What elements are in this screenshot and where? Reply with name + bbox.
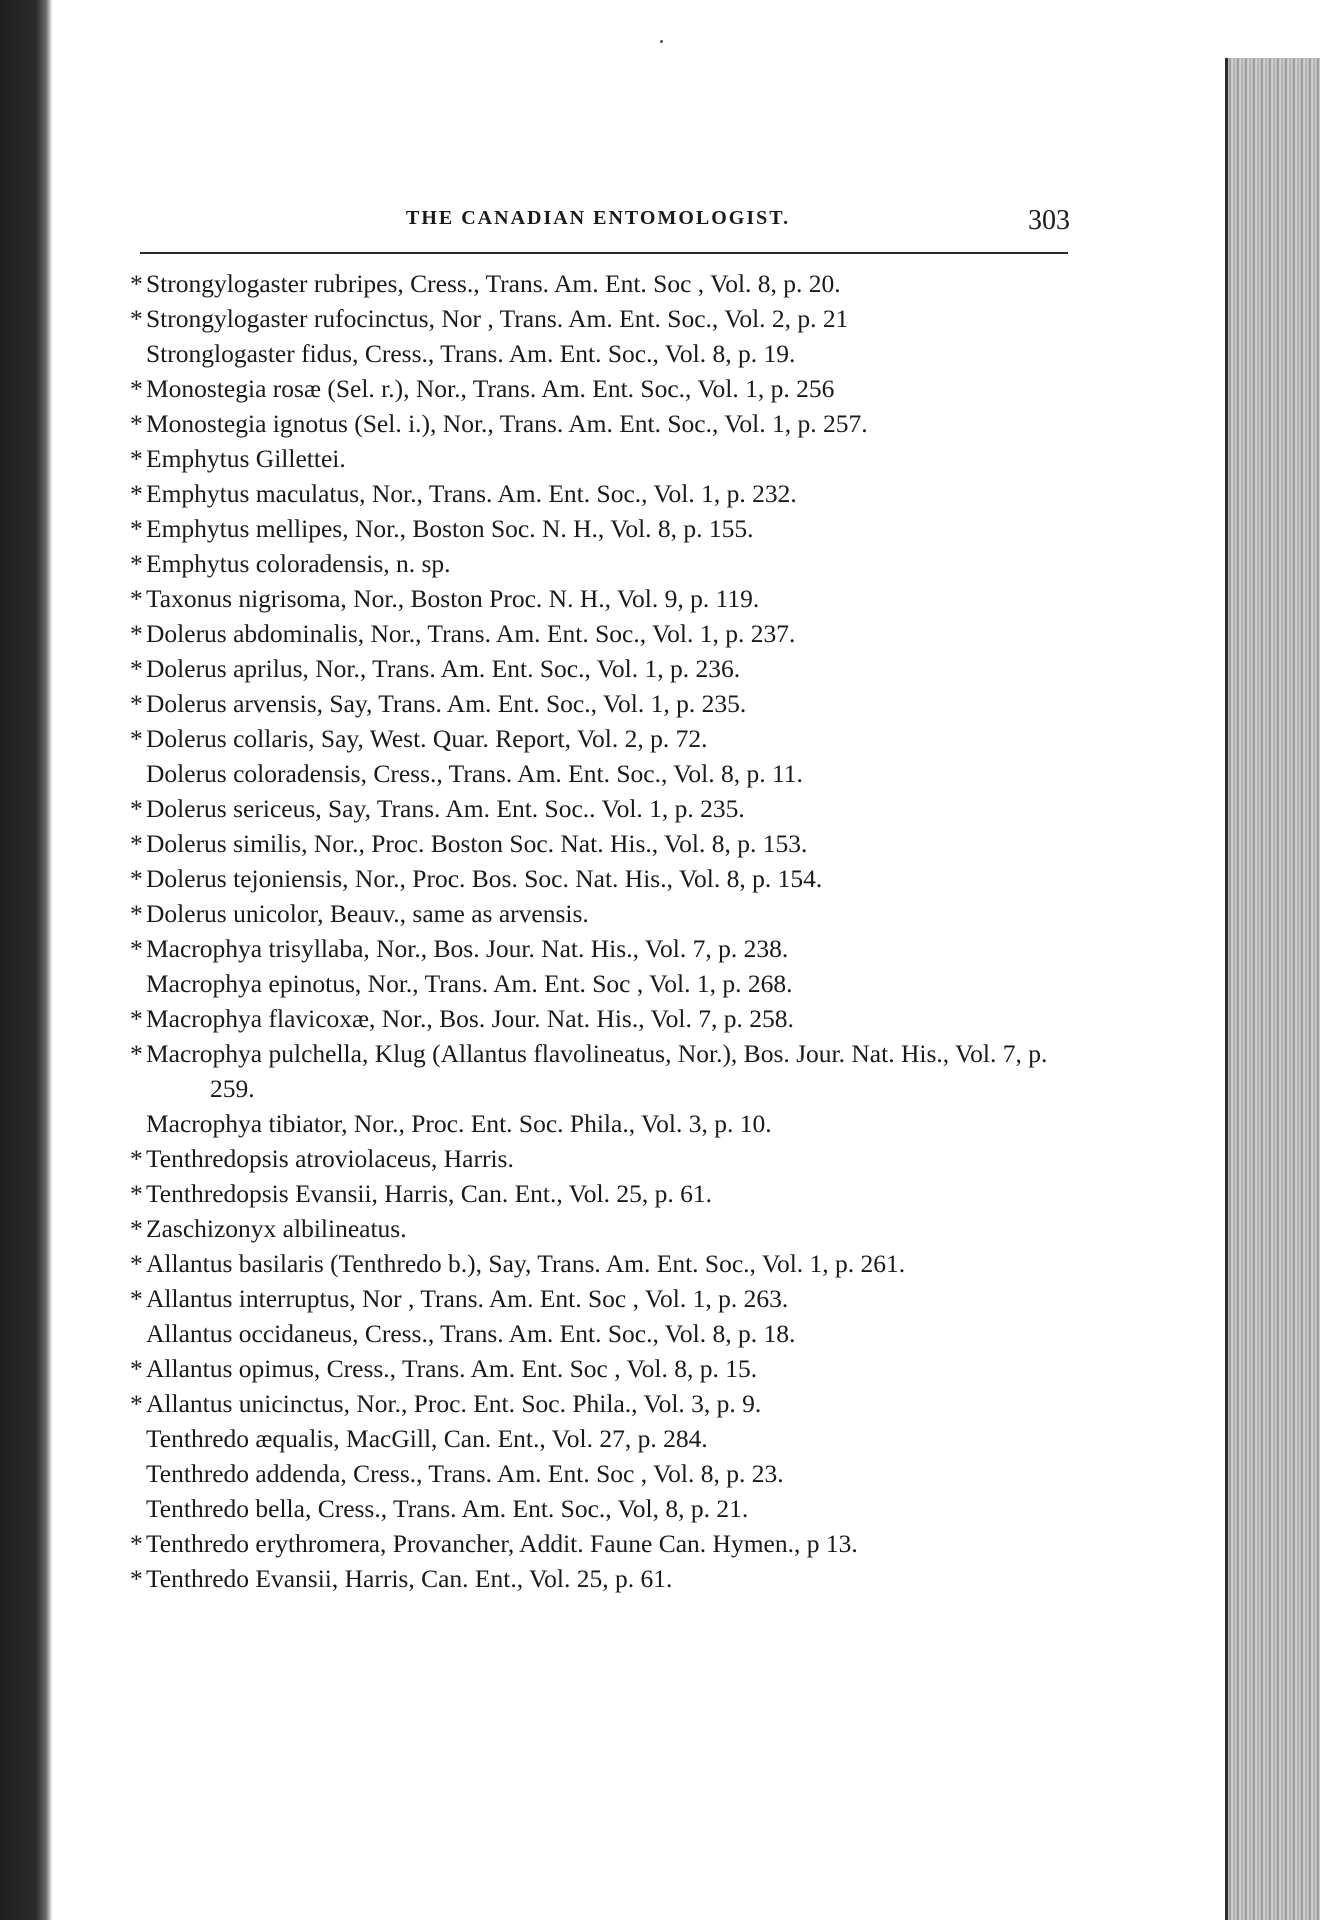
entry-text: Taxonus nigrisoma, Nor., Boston Proc. N. H., Vol. 9, p. 119. <box>146 584 760 613</box>
species-entry <box>130 476 1065 511</box>
entry-marker: * <box>130 654 143 683</box>
species-entry <box>130 581 1065 616</box>
entry-text: Dolerus coloradensis, Cress., Trans. Am. Ent. Soc., Vol. 8, p. 11. <box>146 759 803 788</box>
entry-marker: * <box>130 549 143 578</box>
species-list <box>130 266 1065 1596</box>
species-entry <box>130 1456 1065 1491</box>
running-header <box>140 205 1070 245</box>
entry-text: Macrophya pulchella, Klug (Allantus flavolineatus, Nor.), Bos. Jour. Nat. His., Vol. 7, p. 259. <box>146 1039 1048 1103</box>
species-entry <box>130 1246 1065 1281</box>
entry-text: Dolerus unicolor, Beauv., same as arvensis. <box>146 899 589 928</box>
species-entry <box>130 441 1065 476</box>
entry-marker: * <box>130 479 143 508</box>
species-entry <box>130 931 1065 966</box>
entry-marker: * <box>130 1354 143 1383</box>
entry-marker: * <box>130 1389 143 1418</box>
species-entry <box>130 1526 1065 1561</box>
entry-text: Strongylogaster rufocinctus, Nor , Trans. Am. Ent. Soc., Vol. 2, p. 21 <box>146 304 849 333</box>
entry-marker: * <box>130 864 143 893</box>
species-entry <box>130 301 1065 336</box>
entry-marker: * <box>130 1284 143 1313</box>
entry-marker: * <box>130 689 143 718</box>
entry-text: Dolerus tejoniensis, Nor., Proc. Bos. Soc. Nat. His., Vol. 8, p. 154. <box>146 864 823 893</box>
entry-text: Emphytus coloradensis, n. sp. <box>146 549 451 578</box>
species-entry <box>130 1421 1065 1456</box>
entry-text: Macrophya trisyllaba, Nor., Bos. Jour. Nat. His., Vol. 7, p. 238. <box>146 934 789 963</box>
entry-marker: * <box>130 1564 143 1593</box>
entry-marker: * <box>130 724 143 753</box>
species-entry <box>130 861 1065 896</box>
species-entry <box>130 1281 1065 1316</box>
entry-text: Tenthredo bella, Cress., Trans. Am. Ent. Soc., Vol, 8, p. 21. <box>146 1494 749 1523</box>
entry-text: Dolerus sericeus, Say, Trans. Am. Ent. Soc.. Vol. 1, p. 235. <box>146 794 745 823</box>
species-entry <box>130 966 1065 1001</box>
entry-marker: * <box>130 304 143 333</box>
species-entry <box>130 896 1065 931</box>
entry-text: Dolerus collaris, Say, West. Quar. Report, Vol. 2, p. 72. <box>146 724 708 753</box>
species-entry <box>130 406 1065 441</box>
entry-text: Tenthredopsis Evansii, Harris, Can. Ent., Vol. 25, p. 61. <box>146 1179 713 1208</box>
species-entry <box>130 266 1065 301</box>
entry-text: Emphytus Gillettei. <box>146 444 346 473</box>
entry-marker: * <box>130 829 143 858</box>
entry-marker: * <box>130 1529 143 1558</box>
entry-marker: * <box>130 1004 143 1033</box>
entry-marker: * <box>130 1214 143 1243</box>
species-entry <box>130 791 1065 826</box>
page-stack-edge <box>1225 58 1320 1920</box>
entry-text: Allantus interruptus, Nor , Trans. Am. Ent. Soc , Vol. 1, p. 263. <box>146 1284 789 1313</box>
entry-text: Dolerus arvensis, Say, Trans. Am. Ent. Soc., Vol. 1, p. 235. <box>146 689 747 718</box>
entry-marker: * <box>130 794 143 823</box>
species-entry <box>130 1211 1065 1246</box>
entry-text: Allantus unicinctus, Nor., Proc. Ent. Soc. Phila., Vol. 3, p. 9. <box>146 1389 762 1418</box>
species-entry <box>130 1141 1065 1176</box>
entry-marker: * <box>130 514 143 543</box>
entry-text: Allantus opimus, Cress., Trans. Am. Ent. Soc , Vol. 8, p. 15. <box>146 1354 758 1383</box>
entry-text: Tenthredo Evansii, Harris, Can. Ent., Vol. 25, p. 61. <box>146 1564 673 1593</box>
entry-marker: * <box>130 269 143 298</box>
entry-text: Monostegia ignotus (Sel. i.), Nor., Trans. Am. Ent. Soc., Vol. 1, p. 257. <box>146 409 868 438</box>
page-number: 303 <box>1028 205 1070 236</box>
entry-text: Allantus occidaneus, Cress., Trans. Am. Ent. Soc., Vol. 8, p. 18. <box>146 1319 796 1348</box>
entry-marker: * <box>130 444 143 473</box>
entry-text: Emphytus maculatus, Nor., Trans. Am. Ent. Soc., Vol. 1, p. 232. <box>146 479 797 508</box>
entry-text: Tenthredopsis atroviolaceus, Harris. <box>146 1144 514 1173</box>
entry-marker: * <box>130 584 143 613</box>
species-entry <box>130 651 1065 686</box>
species-entry <box>130 616 1065 651</box>
entry-text: Dolerus abdominalis, Nor., Trans. Am. Ent. Soc., Vol. 1, p. 237. <box>146 619 796 648</box>
entry-text: Strongylogaster rubripes, Cress., Trans. Am. Ent. Soc , Vol. 8, p. 20. <box>146 269 841 298</box>
entry-text: Dolerus similis, Nor., Proc. Boston Soc. Nat. His., Vol. 8, p. 153. <box>146 829 808 858</box>
entry-text: Stronglogaster fidus, Cress., Trans. Am. Ent. Soc., Vol. 8, p. 19. <box>146 339 796 368</box>
species-entry <box>130 1561 1065 1596</box>
species-entry <box>130 826 1065 861</box>
species-entry <box>130 1001 1065 1036</box>
species-entry <box>130 756 1065 791</box>
journal-title: THE CANADIAN ENTOMOLOGIST. <box>406 207 791 229</box>
entry-marker: * <box>130 934 143 963</box>
entry-text: Tenthredo erythromera, Provancher, Addit. Faune Can. Hymen., p 13. <box>146 1529 858 1558</box>
entry-text: Dolerus aprilus, Nor., Trans. Am. Ent. Soc., Vol. 1, p. 236. <box>146 654 741 683</box>
species-entry <box>130 686 1065 721</box>
entry-marker: * <box>130 374 143 403</box>
entry-text: Macrophya tibiator, Nor., Proc. Ent. Soc. Phila., Vol. 3, p. 10. <box>146 1109 772 1138</box>
entry-text: Tenthredo æqualis, MacGill, Can. Ent., Vol. 27, p. 284. <box>146 1424 708 1453</box>
species-entry <box>130 721 1065 756</box>
species-entry <box>130 1106 1065 1141</box>
entry-marker: * <box>130 1249 143 1278</box>
entry-marker: * <box>130 1039 143 1068</box>
species-entry <box>130 371 1065 406</box>
species-entry <box>130 1491 1065 1526</box>
entry-text: Monostegia rosæ (Sel. r.), Nor., Trans. Am. Ent. Soc., Vol. 1, p. 256 <box>146 374 835 403</box>
species-entry <box>130 1351 1065 1386</box>
entry-text: Allantus basilaris (Tenthredo b.), Say, Trans. Am. Ent. Soc., Vol. 1, p. 261. <box>146 1249 906 1278</box>
book-binding-edge <box>0 0 52 1920</box>
entry-marker: * <box>130 1179 143 1208</box>
species-entry <box>130 336 1065 371</box>
entry-text: Macrophya epinotus, Nor., Trans. Am. Ent. Soc , Vol. 1, p. 268. <box>146 969 793 998</box>
species-entry <box>130 546 1065 581</box>
species-entry <box>130 511 1065 546</box>
entry-text: Zaschizonyx albilineatus. <box>146 1214 407 1243</box>
species-entry <box>130 1036 1065 1106</box>
paper-speck <box>660 40 663 43</box>
page-margin-top-right <box>1228 0 1320 58</box>
species-entry <box>130 1176 1065 1211</box>
entry-marker: * <box>130 619 143 648</box>
entry-marker: * <box>130 899 143 928</box>
entry-marker: * <box>130 1144 143 1173</box>
header-rule <box>140 252 1068 254</box>
species-entry <box>130 1316 1065 1351</box>
entry-marker: * <box>130 409 143 438</box>
entry-text: Tenthredo addenda, Cress., Trans. Am. Ent. Soc , Vol. 8, p. 23. <box>146 1459 784 1488</box>
entry-text: Emphytus mellipes, Nor., Boston Soc. N. H., Vol. 8, p. 155. <box>146 514 754 543</box>
species-entry <box>130 1386 1065 1421</box>
entry-text: Macrophya flavicoxæ, Nor., Bos. Jour. Nat. His., Vol. 7, p. 258. <box>146 1004 794 1033</box>
